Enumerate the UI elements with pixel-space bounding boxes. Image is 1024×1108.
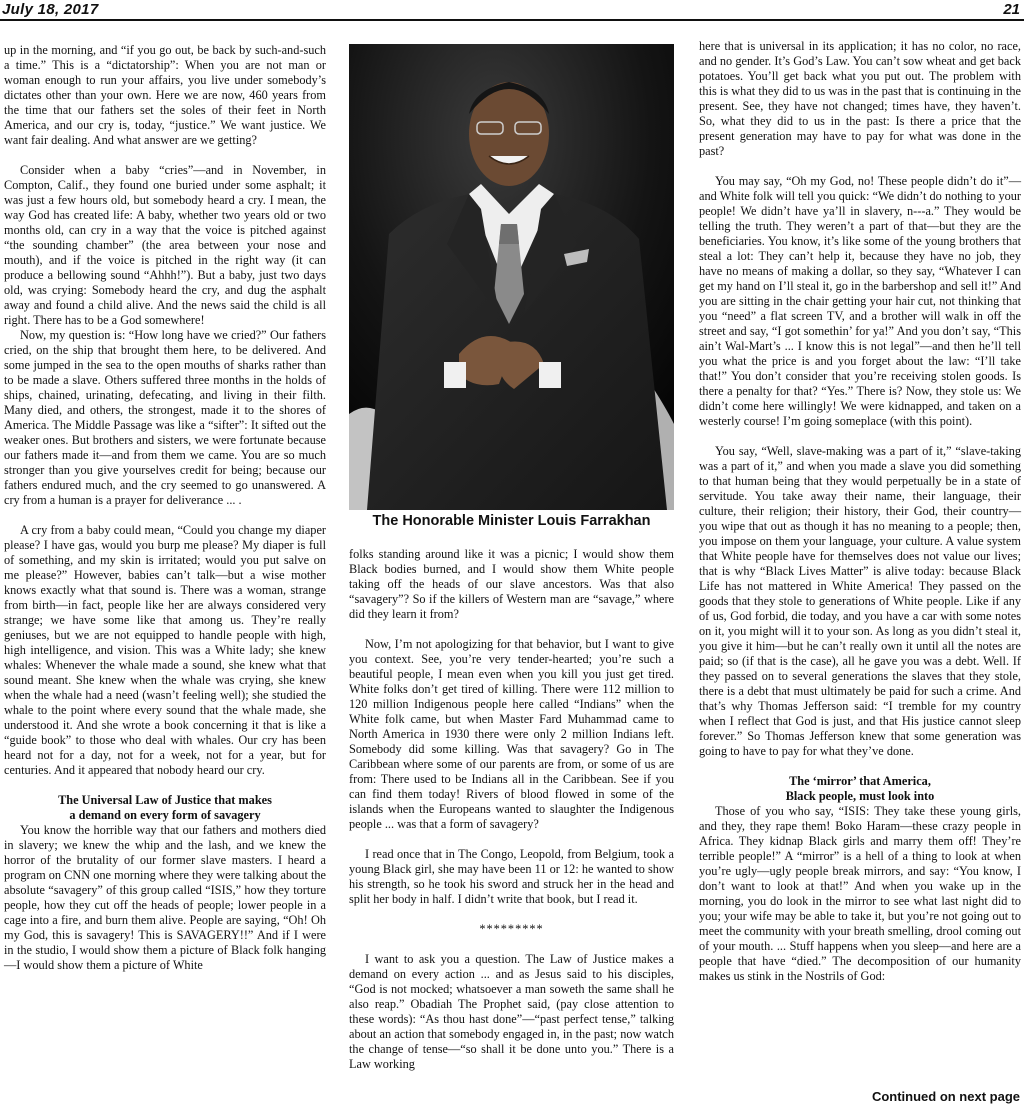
heading-line: Black people, must look into (785, 789, 935, 803)
paragraph: folks standing around like it was a picnic; I would show them Black bodies burned, and I would show them White people taking off the heads of our slave ancestors. Was that also “savagery”? So if the killers of Western man are “savage,” where did they learn it from? (349, 547, 674, 621)
issue-date: July 18, 2017 (2, 1, 99, 18)
section-heading (4, 793, 326, 823)
portrait-illustration (349, 44, 674, 510)
paragraph: I want to ask you a question. The Law of Justice makes a demand on every action ... and as Jesus said to his disciples, “God is not mocked; whatsoever a man soweth the same shall he also reap.” Obadiah The Prophet said, (pay close attention to these words): “As thou hast done”—“past perfect tense,” talking about an action that somebody engaged in, in the past; now watch the change of tense—“so shall it be done unto you.” There is a Law working (349, 952, 674, 1071)
paragraph: here that is universal in its application; it has no color, no race, and no gender. It’s God’s Law. You can’t sow wheat and get back potatoes. You’ll get back what you put out. The problem with this is what they did to us was in the past that is continuing in the present. See, they have not changed; times have, they haven’t. So, what they did to us in the past: Is there a price that the present generation may have to pay for what was done in the past? (699, 39, 1021, 158)
paragraph: Consider when a baby “cries”—and in November, in Compton, Calif., they found one buried under some asphalt; it was just a few hours old, but somebody heard a cry. I mean, the way God has created life: A baby, whether two years old or two months old, can cry in a way that the voice is pitched against “the sounding chamber” (the area between your nose and mouth), and if the voice is pitched in the right way (it can produce a bellowing sound “Ahhh!”). But a baby, just two days old, was crying: Somebody heard the cry, and dug the asphalt away and found a child alive. And the news said the child is all right. There has to be a God somewhere! (4, 163, 326, 327)
article-column-3 (699, 39, 1021, 984)
paragraph: You may say, “Oh my God, no! These people didn’t do it”—and White folk will tell you quick: “We didn’t do nothing to your people! We didn’t have ya’ll in slavery, n---a.” They would be telling the truth. They weren’t a part of that—but they are the beneficiaries. You know, it’s like some of the young brothers that steal a lot: They can’t help it, because they have no job, they have no means of making a dollar, so they say, “Whatever I can get my hand on I’ll steal it, go in the barbershop and sell it!” And you are sitting in the chair getting your hair cut, not thinking that you “need” a flat screen TV, and a brother will walk in off the street and say, “I got somethin’ for ya!” And you don’t say, “This ain’t Wal-Mart’s ... I know this is not legal”—and then he’ll tell you what the price is and you forget about the law: “I’ll take that!” You don’t consider that you’re receiving stolen goods. Is there a penalty for that? “Yes.” There is? Now, they stole us: We didn’t come here willingly! We were kidnapped, and taken on a westerly course! I’m going someplace (with this point). (699, 174, 1021, 428)
heading-line: The ‘mirror’ that America, (789, 774, 931, 788)
paragraph: up in the morning, and “if you go out, be back by such-and-such a time.” This is a “dictatorship”: When you are not man or woman enough to run your affairs, you live under somebody’s dictates other than your own. Here we are now, 460 years from the time that our fathers set the soles of their feet in North America, and our cry is, today, “justice.” We want justice. We want fair dealing. And what answer are we getting? (4, 43, 326, 147)
paragraph: You know the horrible way that our fathers and mothers died in slavery; we knew the whip and the lash, and we knew the horror of the brutality of our former slave masters. I heard a program on CNN one morning where they were talking about the absolute “savagery” of this group called “ISIS,” how they torture people, how they cut off the heads of people; lower people in a cage into a fire, and burn them alive. People are saying, “Oh! Oh my God, this is savagery! This is SAVAGERY!!” And if I were in the studio, I would show them a picture of Black folk hanging—I would show them a picture of White (4, 823, 326, 972)
page-header (0, 0, 1024, 21)
paragraph: I read once that in The Congo, Leopold, from Belgium, took a young Black girl, she may have been 11 or 12: he wanted to show his strength, so he took his sword and struck her in the head and split her body in half. I didn’t write that book, but I read it. (349, 847, 674, 906)
section-divider: ********* (479, 922, 544, 936)
heading-line: The Universal Law of Justice that makes (58, 793, 272, 807)
photo-caption: The Honorable Minister Louis Farrakhan (372, 513, 651, 529)
paragraph: A cry from a baby could mean, “Could you change my diaper please? I have gas, would you burp me please? My diaper is full of something, and my skin is irritated; would you put salve on me please?” However, babies can’t talk—but a wise mother knows exactly what that sound is. There was a woman, strange from birth—in fact, people like her are always considered very strange; we have some like that among us. They’re really geniuses, but we are not equipped to handle people with high, high intelligence, and vision. This was a White lady; she knew whales: Whenever the whale made a sound, she knew what that sound meant. She knew when the whale was crying, she knew when the whale had a need (wasn’t feeling well); she studied the whale to the point where every sound that the whale made, she understood it. And she wrote a book concerning it that is like a “guide book” to those who deal with whales. Our cry has been heard not for a day, not for a week, not for a year, but for centuries. And it appeared that nobody heard our cry. (4, 523, 326, 777)
portrait-photo (349, 44, 674, 510)
article-column-2 (349, 547, 674, 1072)
page-number: 21 (1003, 1, 1020, 18)
paragraph: You say, “Well, slave-making was a part of it,” “slave-taking was a part of it,” and when you made a slave you did something to that human being that they would perpetually be in a state of servitude. You take away their name, their language, their culture, their religion; their history, their God, their country—you wipe that out as though it has no meaning to a people; then, you impose on them your language, your culture. A value system that White people have for themselves does not value our lives; that is why “Black Lives Matter” is alive today: because Black Life has not mattered in White America! They passed on the goods that they stole to generations of White people. Like if any of us, God forbid, die today, and you have a car with some notes on it, you might will it to your son. As long as you didn’t steal it, you give it him—but he can’t really own it until all the notes are paid; so (if that is the case), all he gave you was a debt. Well. If they passed on to several generations the slaves that they stole, there is a debt that must ultimately be paid for such a crime. And that’s why Thomas Jefferson said: “I tremble for my country when I reflect that God is just, and that His justice cannot sleep forever.” So Thomas Jefferson knew that some generation was going to have to pay for what they’ve done. (699, 444, 1021, 758)
section-heading (699, 774, 1021, 804)
paragraph: Those of you who say, “ISIS: They take these young girls, and they, they rape them! Boko Haram—these crazy people in Africa. They kidnap Black girls and marry them off! They’re terrible people!” A “mirror” is a hell of a thing to look at when you’re ugly—ugly people break mirrors, and say: “You know, I don’t want to look at that!” And when you wake up in the morning, you do look in the mirror to see what last night did to you; your wife may be able to take it, but you’re not going out to meet the community with your breath smelling, drool coming out of your mouth. ... Stuff happens when you sleep—and here are a people that have “died.” The decomposition of our humanity makes us stink in the Nostrils of God: (699, 804, 1021, 983)
article-column-1 (4, 43, 326, 973)
paragraph: Now, I’m not apologizing for that behavior, but I want to give you context. See, you’re very tender-hearted; you’re such a beautiful people, I mean even when you kill you just get tired. White folks don’t get tired of killing. There were 112 million to 120 million Indigenous people here called “Indians” when the White folk came, but when Master Fard Muhammad came to North America in 1930 there were only 2 million Indians left. Somebody did some killing. Was that savagery? Go in The Caribbean where some of our parents are from, or some of us are from: There used to be Indians all in the Caribbean. See if you can find them today! Rivers of blood flowed in some of the islands when the Europeans wanted to slaughter the Indigenous people ... was that a form of savagery? (349, 637, 674, 831)
continued-notice: Continued on next page (871, 1089, 1020, 1104)
heading-line: a demand on every form of savagery (69, 808, 261, 822)
paragraph: Now, my question is: “How long have we cried?” Our fathers cried, on the ship that brought them here, to be delivered. And some jumped in the sea to the open mouths of sharks rather than to be made a slave. Others suffered three months in the holds of ships, chained, urinating, defecating, and living in their filth. Many died, and others, the strongest, made it to the shores of America. The Middle Passage was like a “sifter”: It sifted out the weaker ones. But brothers and sisters, we were fortunate because our fathers made it—and from them we came. You are so much stronger than you give yourselves credit for being; because our fathers endured much, and the cry seemed to go unanswered. A cry from a human is a prayer for deliverance ... . (4, 328, 326, 507)
